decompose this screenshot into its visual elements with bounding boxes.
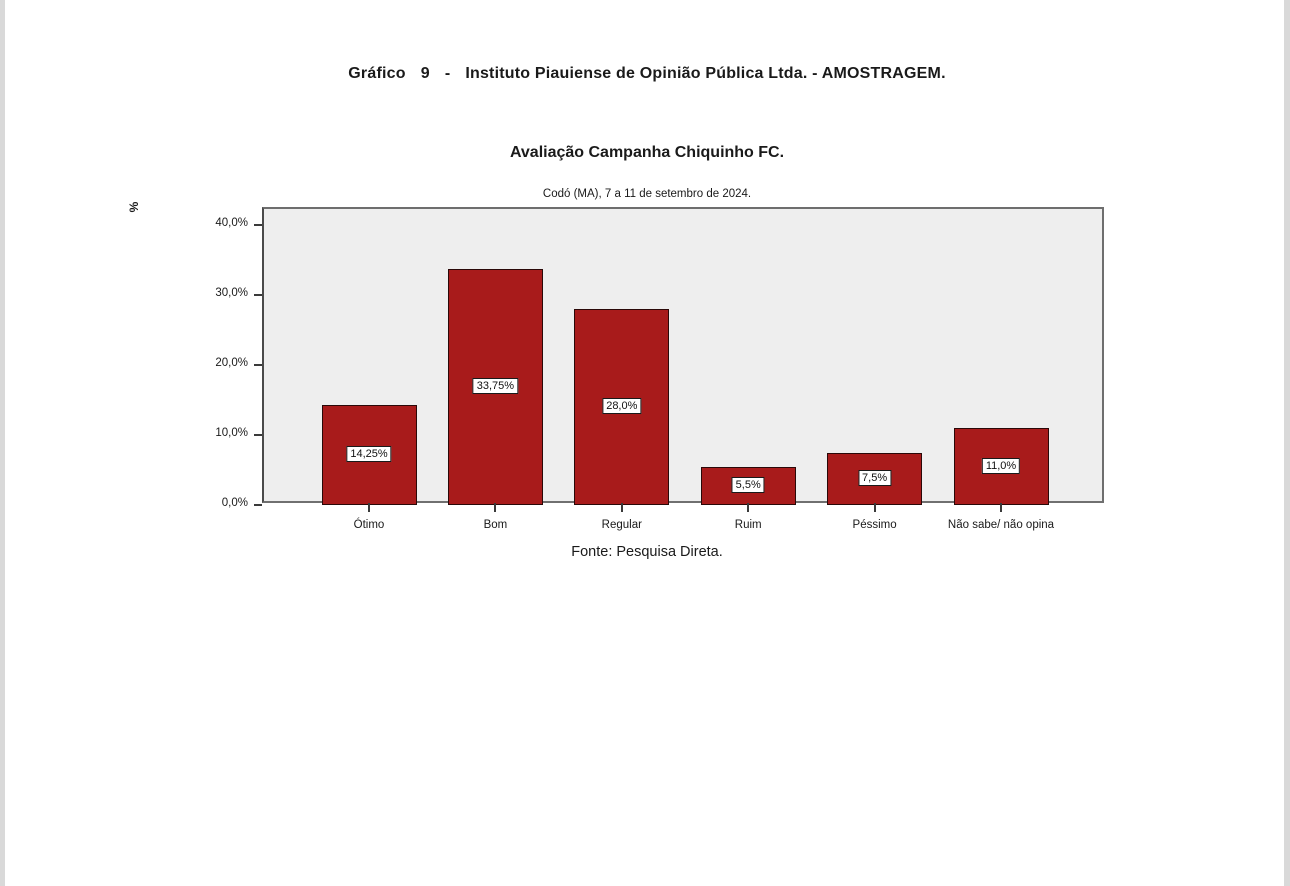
x-axis-tick: [747, 503, 749, 512]
chart-container: [127, 60, 1104, 620]
x-axis-category-label: Bom: [483, 519, 508, 531]
x-axis-category-label: Ótimo: [353, 519, 385, 531]
x-axis-tick: [621, 503, 623, 512]
x-axis-tick: [494, 503, 496, 512]
document-heading: [190, 65, 1104, 83]
y-axis-title: %: [127, 201, 141, 213]
heading-number: 9: [420, 65, 430, 82]
heading-institute: Instituto Piauiense de Opinião Pública Ltda. - AMOSTRAGEM.: [465, 65, 946, 82]
bar-value-label: 7,5%: [858, 470, 891, 486]
bar-value-label: 33,75%: [473, 378, 518, 394]
x-axis-category-label: Ruim: [734, 519, 762, 531]
bar-value-label: 11,0%: [982, 458, 1020, 474]
bar-value-label: 5,5%: [732, 477, 765, 493]
y-axis-tick-label: 40,0%: [215, 217, 248, 230]
chart-title: Avaliação Campanha Chiquinho FC.: [509, 144, 785, 161]
heading-dash: -: [444, 65, 451, 82]
y-axis-tick: [254, 504, 262, 506]
chart-source: Fonte: Pesquisa Direta.: [571, 544, 723, 560]
x-axis-tick: [874, 503, 876, 512]
x-axis-tick: [368, 503, 370, 512]
y-axis-tick-label: 10,0%: [215, 427, 248, 440]
y-axis-tick-label: 0,0%: [221, 497, 248, 509]
y-axis-tick: [254, 434, 262, 436]
y-axis-tick: [254, 294, 262, 296]
page-edge-left: [0, 0, 5, 886]
y-axis-tick-label: 20,0%: [215, 357, 248, 370]
y-axis-tick-label: 30,0%: [215, 287, 248, 300]
y-axis-tick: [254, 224, 262, 226]
chart-subtitle: Codó (MA), 7 a 11 de setembro de 2024.: [542, 188, 752, 200]
x-axis-tick: [1000, 503, 1002, 512]
plot-area: [215, 207, 1104, 531]
bar-value-label: 14,25%: [346, 446, 391, 462]
bar-value-label: 28,0%: [602, 398, 641, 414]
x-axis-category-label: Não sabe/ não opina: [947, 519, 1055, 531]
page-edge-right: [1284, 0, 1290, 886]
y-axis-tick: [254, 364, 262, 366]
x-axis-category-label: Regular: [601, 519, 642, 531]
x-axis-category-label: Péssimo: [852, 519, 897, 531]
heading-word: Gráfico: [348, 65, 406, 82]
